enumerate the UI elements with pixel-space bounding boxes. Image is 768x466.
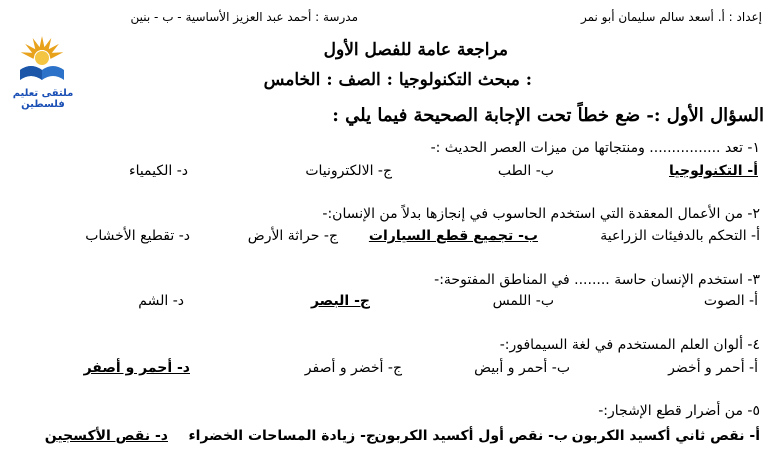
q1-option-b: ب- الطب — [497, 163, 554, 179]
q2-option-d: د- تقطيع الأخشاب — [85, 228, 190, 244]
question-1: ١- تعد ................ ومنتجاتها من ميزات العصر الحديث :- — [430, 140, 760, 156]
q1-option-a: أ- التكنولوجيا — [669, 163, 758, 179]
q2-option-a: أ- التحكم بالدفيئات الزراعية — [600, 228, 760, 244]
question-4: ٤- ألوان العلم المستخدم في لغة السيمافور:- — [499, 337, 760, 353]
q2-option-c: ج- حراثة الأرض — [247, 228, 338, 244]
section-title: السؤال الأول :- ضع خطاً تحت الإجابة الصحيحة فيما يلي : — [332, 105, 764, 126]
question-2: ٢- من الأعمال المعقدة التي استخدم الحاسوب في إنجازها بدلاً من الإنسان:- — [322, 206, 760, 222]
page-title: مراجعة عامة للفصل الأول — [323, 40, 508, 60]
q3-option-c: ج- البصر — [310, 293, 370, 309]
question-3: ٣- استخدم الإنسان حاسة ........ في المناطق المفتوحة:- — [434, 272, 760, 288]
q3-option-b: ب- اللمس — [492, 293, 554, 309]
q1-option-d: د- الكيمياء — [128, 163, 188, 179]
q4-option-b: ب- أحمر و أبيض — [474, 360, 570, 376]
q1-option-c: ج- الالكترونيات — [305, 163, 392, 179]
q4-option-a: أ- أحمر و أخضر — [668, 360, 758, 376]
q5-option-d: د- نقص الأكسجين — [44, 428, 168, 444]
q5-option-a: أ- نقص ثاني أكسيد الكربون — [571, 428, 760, 444]
q3-option-a: أ- الصوت — [703, 293, 758, 309]
q4-option-d: د- أحمر و أصفر — [83, 360, 190, 376]
school-name: مدرسة : أحمد عبد العزيز الأساسية - ب - بنين — [130, 10, 358, 24]
logo-text: ملتقى تعليم فلسطين — [12, 88, 74, 110]
subject-line: : مبحث التكنولوجيا : الصف : الخامس — [263, 70, 532, 90]
q4-option-c: ج- أخضر و أصفر — [304, 360, 402, 376]
q2-option-b: ب- تجميع قطع السيارات — [368, 228, 538, 244]
prepared-by: إعداد : أ. أسعد سالم سليمان أبو نمر — [580, 10, 762, 24]
question-5: ٥- من أضرار قطع الإشجار:- — [598, 403, 760, 419]
q3-option-d: د- الشم — [138, 293, 184, 309]
q5-option-b: ب- نقص أول أكسيد الكربون — [374, 428, 568, 444]
q5-option-c: ج- زيادة المساحات الخضراء — [188, 428, 376, 444]
